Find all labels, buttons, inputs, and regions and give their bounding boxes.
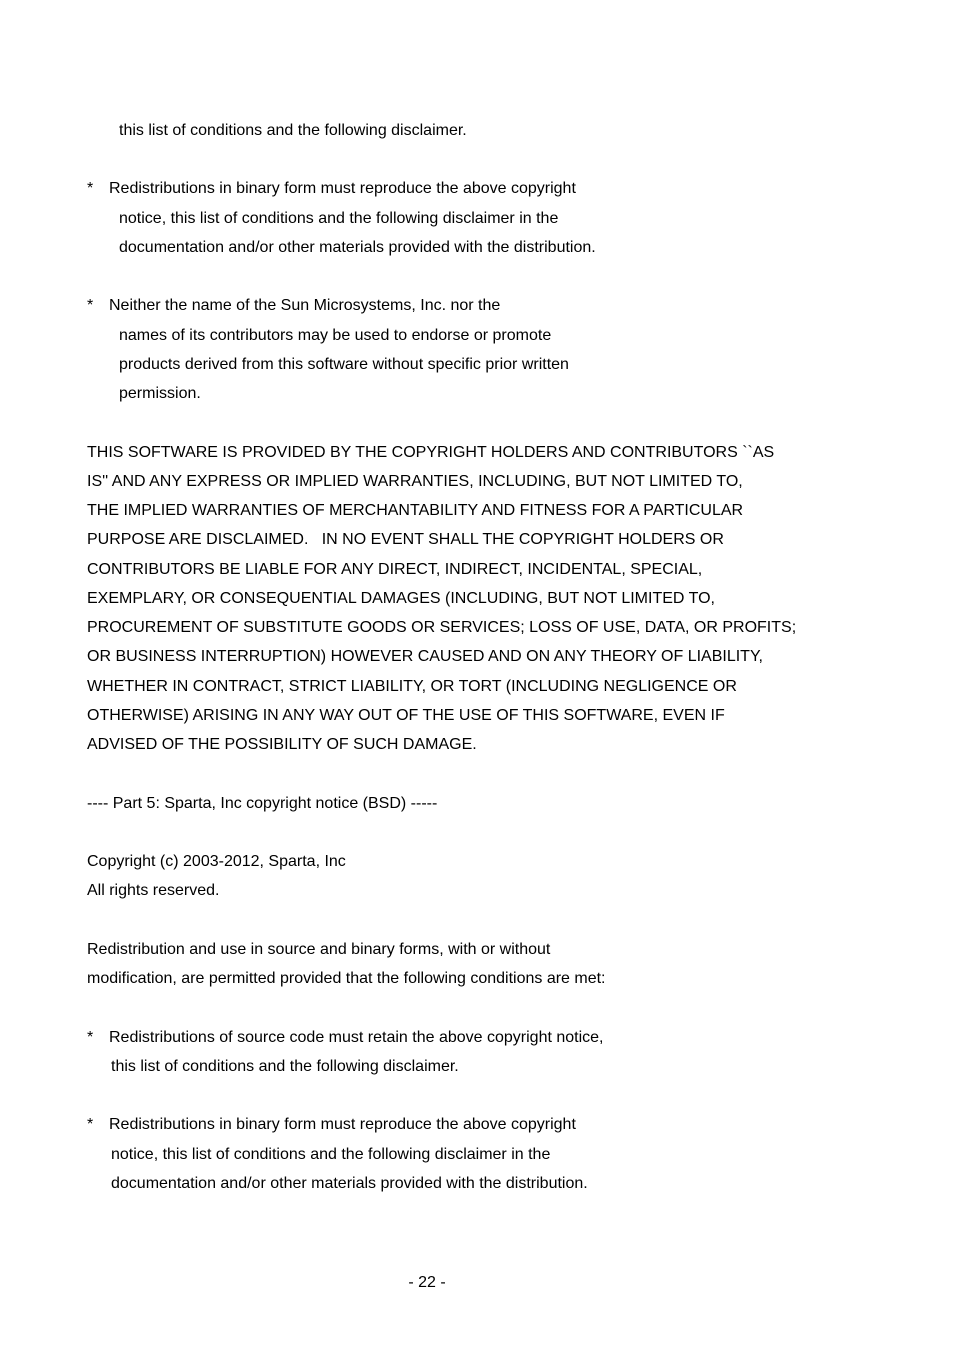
disclaimer-line: ADVISED OF THE POSSIBILITY OF SUCH DAMAGE. [87,736,477,753]
text-line: modification, are permitted provided that the following conditions are met: [87,970,606,987]
bullet-marker: * [87,1029,94,1046]
disclaimer-line: PURPOSE ARE DISCLAIMED. IN NO EVENT SHALL THE COPYRIGHT HOLDERS OR [87,531,724,548]
text-line: Redistributions in binary form must reproduce the above copyright [109,1116,576,1133]
bullet-marker: * [87,297,94,314]
disclaimer-line: THE IMPLIED WARRANTIES OF MERCHANTABILITY AND FITNESS FOR A PARTICULAR [87,502,744,519]
text-line: Neither the name of the Sun Microsystems, Inc. nor the [109,297,501,314]
text-line: notice, this list of conditions and the following disclaimer in the [119,210,559,227]
disclaimer-line: EXEMPLARY, OR CONSEQUENTIAL DAMAGES (INCLUDING, BUT NOT LIMITED TO, [87,590,715,607]
rights-line: All rights reserved. [87,882,220,899]
disclaimer-line: PROCUREMENT OF SUBSTITUTE GOODS OR SERVICES; LOSS OF USE, DATA, OR PROFITS; [87,619,797,636]
disclaimer-line: WHETHER IN CONTRACT, STRICT LIABILITY, OR TORT (INCLUDING NEGLIGENCE OR [87,678,737,695]
text-line: notice, this list of conditions and the following disclaimer in the [111,1146,551,1163]
text-line: permission. [119,385,201,402]
text-line: Redistributions of source code must retain the above copyright notice, [109,1029,604,1046]
disclaimer-line: THIS SOFTWARE IS PROVIDED BY THE COPYRIGHT HOLDERS AND CONTRIBUTORS ``AS [87,444,775,461]
text-line: names of its contributors may be used to endorse or promote [119,327,552,344]
disclaimer-line: CONTRIBUTORS BE LIABLE FOR ANY DIRECT, INDIRECT, INCIDENTAL, SPECIAL, [87,561,703,578]
text-line: this list of conditions and the following disclaimer. [111,1058,459,1075]
section-heading: ---- Part 5: Sparta, Inc copyright notice (BSD) ----- [87,795,438,812]
text-line: Redistributions in binary form must reproduce the above copyright [109,180,576,197]
disclaimer-line: OTHERWISE) ARISING IN ANY WAY OUT OF THE USE OF THIS SOFTWARE, EVEN IF [87,707,725,724]
disclaimer-line: IS'' AND ANY EXPRESS OR IMPLIED WARRANTIES, INCLUDING, BUT NOT LIMITED TO, [87,473,743,490]
bullet-marker: * [87,1116,94,1133]
text-line: documentation and/or other materials provided with the distribution. [111,1175,588,1192]
page-number: - 22 - [408,1274,446,1291]
bullet-marker: * [87,180,94,197]
disclaimer-line: OR BUSINESS INTERRUPTION) HOWEVER CAUSED AND ON ANY THEORY OF LIABILITY, [87,648,763,665]
text-line: documentation and/or other materials provided with the distribution. [119,239,596,256]
copyright-line: Copyright (c) 2003-2012, Sparta, Inc [87,853,346,870]
text-line: this list of conditions and the following disclaimer. [119,122,467,139]
text-line: Redistribution and use in source and binary forms, with or without [87,941,551,958]
text-line: products derived from this software without specific prior written [119,356,569,373]
